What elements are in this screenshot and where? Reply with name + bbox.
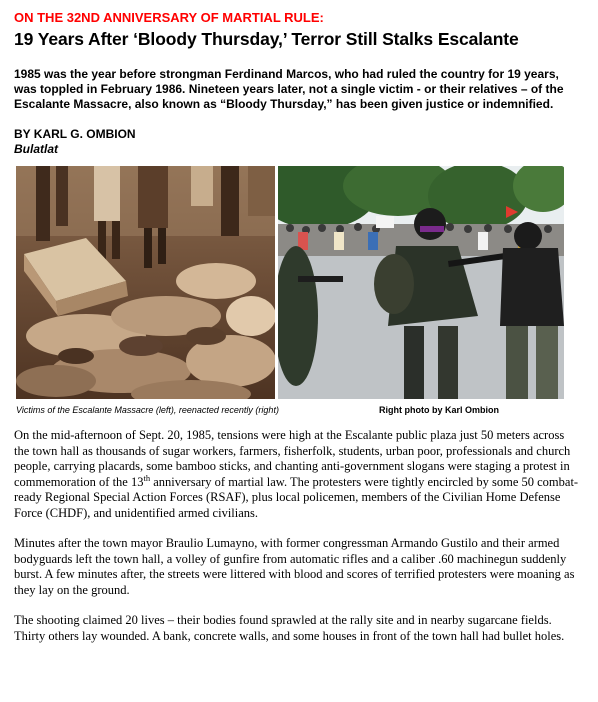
victims-photo: [16, 166, 275, 399]
paragraph-3: The shooting claimed 20 lives – their bodies found sprawled at the rally site and in nearby sugarcane fields. Thirty others lay wounded. A bank, concrete walls, and some houses in front of the town hall had bullet holes.: [14, 613, 565, 643]
paragraph-1: [14, 428, 580, 521]
paragraph-1-start: On the mid-afternoon of Sept. 20, 1985, tensions were high at the Escalante public plaza just 50 meters across the town hall as thousands of sugar workers, farmers, fisherfolk, students, urban poor, professionals and church people, carrying placards, some bamboo sticks, and chanting anti-government slogans were staging a protest in commemoration of the 13: [14, 428, 571, 489]
caption-left: Victims of the Escalante Massacre (left), reenacted recently (right): [16, 405, 279, 415]
ordinal-suffix: th: [143, 472, 151, 483]
byline: BY KARL G. OMBION: [14, 127, 136, 141]
paragraph-2: Minutes after the town mayor Braulio Lumayno, with former congressman Armando Gustilo and their armed bodyguards left the town hall, a volley of gunfire from automatic rifles and a caliber .60 machinegun suddenly burst. A few minutes after, the streets were littered with blood and scores of terrified protesters were moaning as they lay on the ground.: [14, 536, 575, 597]
photo-row: [14, 166, 564, 399]
photo-captions: [14, 404, 580, 418]
kicker: ON THE 32ND ANNIVERSARY OF MARTIAL RULE:: [14, 10, 324, 25]
headline: 19 Years After ‘Bloody Thursday,’ Terror Still Stalks Escalante: [14, 29, 519, 49]
reenactment-photo: [278, 166, 564, 399]
lede: 1985 was the year before strongman Ferdinand Marcos, who had ruled the country for 19 years, was toppled in February 1986. Nineteen years later, not a single victim - or their relatives – of the Escalante Massacre, also known as “Bloody Thursday,” has been given justice or indemnified.: [14, 67, 564, 111]
outlet-name: Bulatlat: [14, 142, 59, 156]
paragraph-1-end: anniversary of martial law. The protesters were tightly encircled by some 50 combat-ready Regional Special Action Forces (RSAF), plus local policemen, members of the Civilian Home Defense Force (CHDF), and unidentified armed civilians.: [14, 474, 579, 520]
photo-credit: Right photo by Karl Ombion: [379, 405, 499, 415]
article: [14, 10, 580, 644]
